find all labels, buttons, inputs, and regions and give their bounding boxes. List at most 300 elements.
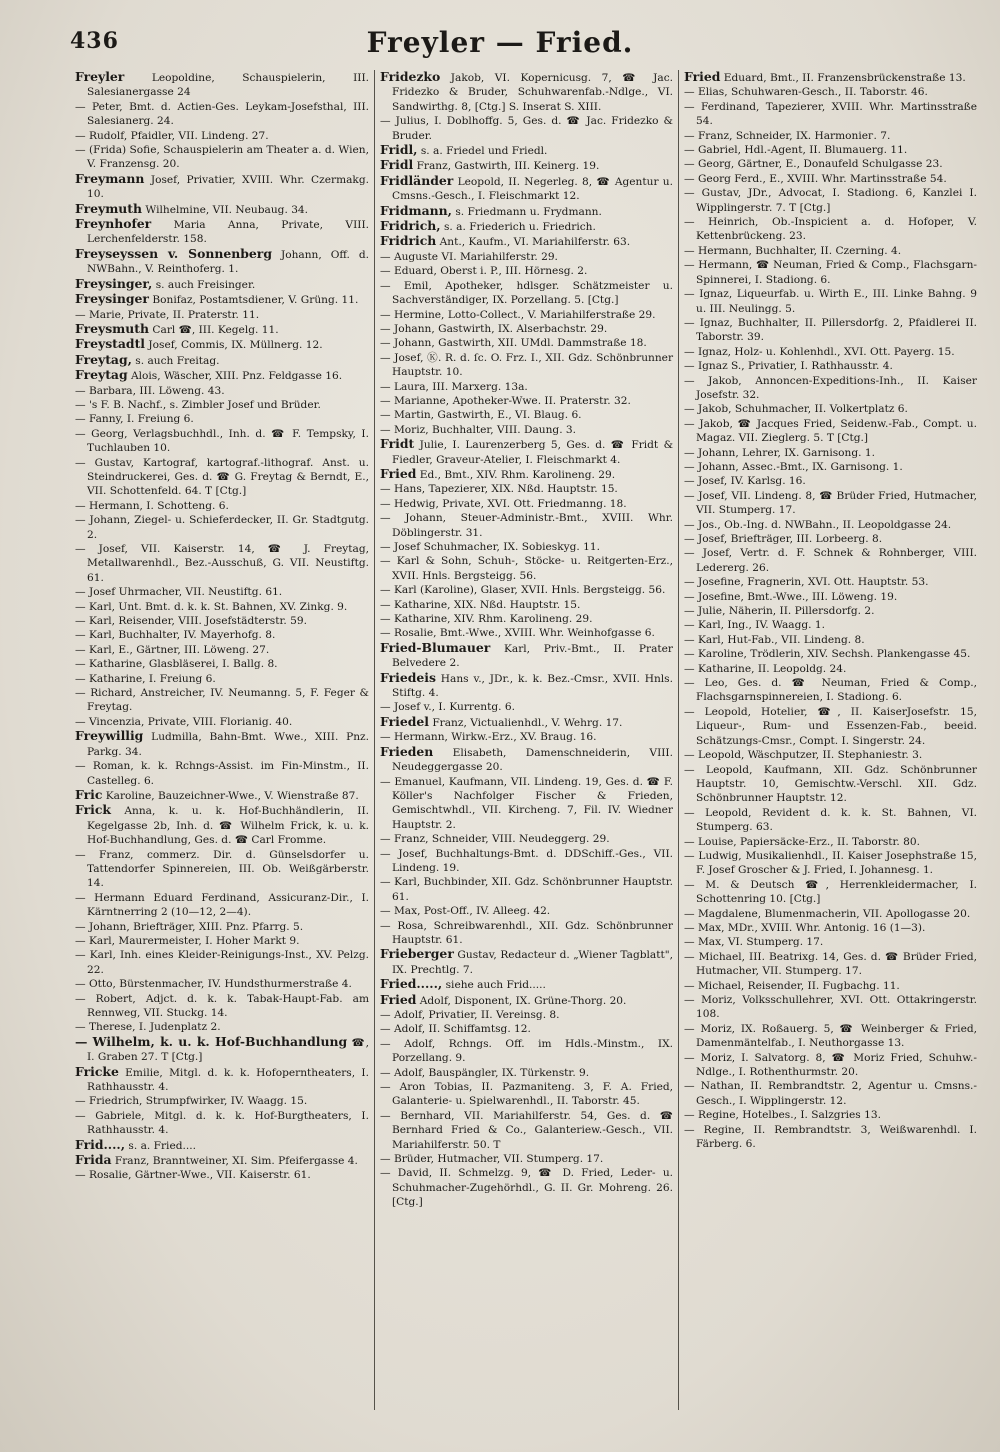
entry-text: I. Schotteng. 6.: [146, 499, 229, 512]
directory-entry: [75, 803, 369, 847]
entry-name: Fried.....,: [380, 976, 443, 992]
directory-entry: [684, 618, 977, 632]
directory-entry: [684, 172, 977, 186]
entry-text: I. Kurrentg. 6.: [438, 701, 515, 714]
directory-entry: [75, 759, 369, 788]
entry-text: Anstreicher, IV. Neumanng. 5, F. Feger & Freytag.: [87, 687, 369, 714]
entry-text: Assec.-Bmt., IX. Garnisong. 1.: [742, 460, 903, 473]
entry-text: Leopoldine, Schauspielerin, III. Salesianergasse 24: [87, 72, 369, 99]
directory-entry: [75, 992, 369, 1021]
directory-entry: [380, 511, 673, 540]
entry-name: — Julius,: [380, 115, 430, 128]
directory-entry: [684, 345, 977, 359]
entry-text: Rchngs. Off. im Hdls.-Minstm., IX. Porzellang. 9.: [392, 1037, 673, 1065]
entry-text: Reisender, VIII. Josefstädterstr. 59.: [118, 615, 307, 628]
directory-entry: [380, 234, 673, 249]
directory-entry: [684, 446, 977, 460]
entry-name: Fridl,: [380, 142, 418, 158]
entry-name: Freysmuth: [75, 320, 150, 336]
directory-entry: [684, 518, 977, 532]
entry-name: Freyseyssen v. Sonnenberg: [75, 245, 273, 261]
entry-name: — Josef,: [684, 547, 733, 560]
entry-name: — Michael,: [684, 979, 745, 992]
entry-name: — Franz,: [75, 848, 134, 861]
entry-name: — Josefine,: [684, 576, 744, 589]
directory-entry: [684, 417, 977, 446]
entry-text: JDr., Advocat, I. Stadiong. 6, Kanzlei I. Wipplingerstr. 7. T [Ctg.]: [696, 187, 977, 214]
directory-entry: [684, 474, 977, 488]
directory-entry: [75, 70, 369, 100]
directory-entry: [380, 497, 673, 511]
entry-text: Unt. Bmt. d. k. k. St. Bahnen, XV. Zinkg. 9.: [118, 600, 348, 613]
entry-text: Julie, I. Laurenzerberg 5, Ges. d. ☎ Fridt & Fiedler, Graveur-Atelier, I. Fleischmarkt 4.: [392, 439, 673, 466]
directory-entry: [75, 427, 369, 456]
entry-name: — Leo,: [684, 677, 728, 690]
entry-text: XIX. Nßd. Hauptstr. 15.: [453, 598, 581, 611]
entry-text: (Karoline), Glaser, XVII. Hnls. Bergsteigg. 56.: [420, 584, 666, 597]
directory-entry: [684, 676, 977, 705]
entry-name: Freynhofer: [75, 216, 152, 232]
entry-name: — Josef,: [684, 489, 728, 502]
entry-name: Freytag: [75, 367, 128, 383]
running-head: Freyler — Fried.: [366, 26, 634, 59]
entry-text: Fragnerin, XVI. Ott. Hauptstr. 53.: [747, 576, 929, 589]
directory-entry: [380, 583, 673, 597]
entry-name: — Karl,: [75, 934, 116, 947]
entry-text: Bonifaz, Postamtsdiener, V. Grüng. 11.: [152, 294, 359, 307]
entry-name: — Eduard,: [380, 265, 437, 278]
entry-name: Fricke: [75, 1063, 119, 1079]
directory-entry: [75, 1065, 369, 1095]
entry-name: — Martin,: [380, 409, 435, 422]
entry-text: Gärtner, E., Donaufeld Schulgasse 23.: [737, 158, 943, 171]
directory-entry: [684, 806, 977, 835]
entry-name: — Emil,: [380, 279, 432, 292]
entry-text: Lehrer, IX. Garnisong. 1.: [742, 446, 875, 459]
entry-text: Schneider, IX. Harmoniег. 7.: [735, 129, 891, 142]
entry-text: VI. Stumperg. 17.: [727, 936, 824, 949]
entry-name: — Hermann,: [684, 259, 753, 272]
entry-text: Bmt.-Wwe., XVIII. Whr. Weinhofgasse 6.: [439, 627, 655, 640]
directory-entry: [380, 775, 673, 833]
entry-name: — Magdalene,: [684, 907, 762, 920]
entry-name: — Ferdinand,: [684, 100, 760, 113]
entry-text: Ob.-Ing. d. NWBahn., II. Leopoldgasse 24.: [724, 518, 952, 531]
entry-name: Fried: [380, 991, 417, 1007]
entry-text: Blumenmacherin, VII. Apollogasse 20.: [764, 907, 971, 920]
directory-entry: [75, 920, 369, 934]
entry-name: — Johann,: [75, 920, 130, 933]
directory-entry: [380, 279, 673, 308]
entry-text: Hutmacher, VII. Stumperg. 17.: [437, 1153, 604, 1166]
directory-entry: [380, 1166, 673, 1209]
entry-text: Glasbläserei, I. Ballg. 8.: [148, 658, 278, 671]
directory-entry: [684, 993, 977, 1022]
entry-name: — Karl,: [75, 615, 116, 628]
entry-text: I. Salvatorg. 8, ☎ Moriz Fried, Schuhw.-Ndlge., I. Rothenthurmstr. 20.: [696, 1051, 977, 1079]
directory-entry: [75, 1094, 369, 1108]
directory-entry: [380, 904, 673, 918]
entry-name: — Ignaz,: [684, 288, 733, 301]
entry-text: ☎ Jacques Fried, Seidenw.-Fab., Compt. u. Magaz. VII. Zieglerg. 5. T [Ctg.]: [696, 417, 977, 445]
directory-entry: [684, 935, 977, 949]
directory-entry: [380, 715, 673, 730]
entry-text: II. Rembrandtstr. 2, Agentur u. Cmsns.-Gesch., I. Wipplingerstr. 12.: [696, 1080, 978, 1107]
directory-columns: [70, 70, 982, 1410]
directory-entry: [684, 1079, 977, 1108]
entry-text: Inh. eines Kleider-Reinigungs-Inst., XV. Pelzg. 22.: [87, 949, 370, 976]
directory-entry: [380, 174, 673, 204]
directory-entry: [684, 70, 977, 85]
directory-entry: [380, 832, 673, 846]
entry-text: Hotelier, ☎, II. KaiserJosefstr. 15, Liqueur-, Rum- und Essenzen-Fab., beeid. Schätzungs-Cmsr., Compt. I. Singerstr. 24.: [696, 705, 977, 747]
directory-entry: [380, 264, 673, 278]
entry-name: Friedel: [380, 713, 429, 729]
entry-name: — Louise,: [684, 835, 737, 848]
directory-entry: [684, 907, 977, 921]
entry-text: Trödlerin, XIV. Sechsh. Plankengasse 45.: [750, 648, 971, 661]
entry-text: Buchhalter, II. Czerning. 4.: [755, 244, 902, 257]
directory-entry: [380, 1152, 673, 1166]
entry-name: — Josef,: [684, 475, 728, 488]
entry-name: Freymuth: [75, 200, 143, 216]
directory-entry: [380, 467, 673, 482]
entry-text: Bürstenmacher, IV. Hundsthurmerstraße 4.: [119, 978, 352, 991]
entry-name: — Josefine,: [684, 590, 744, 603]
directory-entry: [684, 590, 977, 604]
entry-name: — Ignaz,: [684, 316, 733, 329]
entry-text: Briefträger, III. Lorbeerg. 8.: [730, 533, 883, 545]
entry-name: — Julie,: [684, 605, 726, 618]
entry-name: Frick: [75, 802, 111, 818]
entry-name: Freymann: [75, 170, 145, 186]
entry-text: Private, VIII. Florianig. 40.: [147, 715, 293, 728]
entry-text: Verlagsbuchhdl., Inh. d. ☎ F. Tempsky, I. Tuchlauben 10.: [87, 427, 369, 455]
entry-name: — Karl,: [75, 600, 116, 613]
entry-name: — Wilhelm, k. u. k. Hof-Buchhandlung: [75, 1033, 348, 1049]
entry-text: Schuhmacher, II. Volkertplatz 6.: [734, 403, 908, 416]
directory-entry: [75, 337, 369, 352]
entry-name: Fridmann,: [380, 202, 452, 218]
entry-name: — Richard,: [75, 687, 136, 700]
entry-name: — Nathan,: [684, 1080, 744, 1093]
directory-entry: [684, 374, 977, 403]
directory-entry: [684, 532, 977, 546]
entry-text: Gastwirth, E., VI. Blaug. 6.: [437, 409, 582, 422]
directory-entry: [684, 878, 977, 907]
directory-entry: [684, 950, 977, 979]
entry-name: Frieberger: [380, 946, 454, 962]
entry-name: — Karl,: [75, 629, 116, 642]
entry-text: Ludmilla, Bahn-Bmt. Wwe., XIII. Pnz. Parkg. 34.: [87, 731, 370, 758]
entry-name: Freywillig: [75, 728, 144, 744]
entry-name: — Michael,: [684, 950, 745, 963]
entry-text: IX. Roßauerg. 5, ☎ Weinberger & Fried, Damenmäntelfab., I. Neuthorgasse 13.: [696, 1022, 977, 1050]
directory-entry: [380, 947, 673, 977]
directory-entry: [380, 626, 673, 640]
entry-text: Tapezierer, XVIII. Whr. Martinsstraße 54.: [696, 100, 977, 128]
entry-text: Uhrmacher, VII. Neustiftg. 61.: [118, 586, 283, 599]
entry-name: — Hermann,: [380, 731, 448, 744]
directory-entry: [380, 612, 673, 626]
directory-entry: [684, 647, 977, 661]
directory-entry: [684, 186, 977, 215]
entry-text: Jakob, VI. Kopernicusg. 7, ☎ Jac. Fridezko & Bruder, Schuhwarenfab.-Ndlge., VI. Sandwirthg. 8, [Ctg.] S. Inserat S. XIII.: [392, 72, 673, 113]
entry-name: — Heinrich,: [684, 216, 759, 229]
entry-name: — Rudolf,: [75, 129, 128, 142]
entry-text: Näherin, II. Pillersdorfg. 2.: [728, 605, 875, 618]
directory-entry: [380, 977, 673, 992]
entry-name: Frid....,: [75, 1136, 126, 1152]
directory-entry: [75, 672, 369, 686]
directory-entry: [380, 993, 673, 1008]
entry-name: — Bernhard,: [380, 1109, 455, 1122]
directory-entry: [75, 217, 369, 247]
entry-text: Hdl.-Agent, II. Blumauerg. 11.: [744, 144, 908, 157]
directory-entry: [75, 322, 369, 337]
entry-text: Annoncen-Expeditions-Inh., II. Kaiser Josefstr. 32.: [696, 374, 977, 401]
directory-entry: [380, 700, 673, 714]
entry-text: Post-Off., IV. Alleeg. 42.: [423, 905, 551, 918]
entry-text: Hans v., JDr., k. k. Bez.-Cmsr., XVII. Hnls. Stiftg. 4.: [392, 672, 673, 700]
entry-text: s. auch Freitag.: [135, 354, 220, 367]
entry-name: — Aron Tobias,: [380, 1081, 473, 1094]
entry-text: II. Schiffamtsg. 12.: [428, 1023, 531, 1036]
entry-text: Kartograf, kartograf.-lithograf. Anst. u. Steindruckerei, Ges. d. ☎ G. Freytag & Berndt, E., VII. Schottenfeld. 64. T [Ctg.]: [87, 456, 369, 498]
entry-name: — Elias,: [684, 86, 728, 99]
directory-entry: [75, 398, 369, 412]
entry-text: Schuh-, Stöcke- u. Reitgerten-Erz., XVII. Hnls. Bergsteigg. 56.: [392, 555, 673, 582]
directory-entry: [684, 1051, 977, 1080]
entry-name: Freysinger,: [75, 275, 153, 291]
entry-text: Papiersäcke-Erz., II. Taborstr. 80.: [740, 835, 921, 848]
directory-entry: [380, 408, 673, 422]
entry-name: Fridl: [380, 157, 414, 173]
entry-text: Bmt. d. Actien-Ges. Leykam-Josefsthal, III. Salesianerg. 24.: [87, 100, 369, 128]
directory-entry: [380, 1008, 673, 1022]
directory-entry: [684, 1022, 977, 1051]
entry-name: — Rosalie,: [75, 1169, 132, 1182]
entry-text: Private, XVI. Ott. Friedmanng. 18.: [442, 497, 627, 510]
entry-name: Frida: [75, 1152, 112, 1168]
directory-entry: [380, 1022, 673, 1036]
directory-entry: [75, 1168, 369, 1182]
entry-text: Gustav, Redacteur d. „Wiener Tagblatt", IX. Prechtlg. 7.: [392, 949, 673, 976]
entry-text: Apotheker-Wwe. II. Praterstr. 32.: [452, 394, 631, 407]
entry-text: k. k. Rchngs-Assist. im Fin-Minstm., II. Castelleg. 6.: [87, 760, 369, 787]
entry-name: — Laura,: [380, 380, 429, 393]
entry-text: s. Zimbler Josef und Brüder.: [169, 398, 321, 411]
entry-text: Schuhwaren-Gesch., II. Taborstr. 46.: [730, 86, 928, 99]
entry-text: E., Gärtner, III. Löweng. 27.: [118, 643, 270, 656]
entry-text: Holz- u. Kohlenhdl., XVI. Ott. Payerg. 15.: [734, 345, 955, 358]
directory-entry: [380, 70, 673, 114]
entry-text: siehe auch Frid.....: [445, 979, 546, 992]
entry-text: s. Friedmann u. Frydmann.: [455, 205, 602, 218]
entry-name: — Max,: [684, 936, 725, 949]
entry-name: — Jos.,: [684, 518, 721, 531]
entry-name: — Johann,: [684, 446, 739, 459]
entry-text: Private, II. Praterstr. 11.: [127, 308, 260, 321]
entry-name: — Johann,: [380, 512, 447, 525]
directory-entry: [380, 114, 673, 143]
directory-entry: [75, 643, 369, 657]
directory-entry: [684, 1108, 977, 1122]
entry-text: Ⓚ. R. d. ſc. O. Frz. I., XII. Gdz. Schönbrunner Hauptstr. 10.: [392, 351, 674, 379]
directory-entry: [75, 277, 369, 292]
entry-text: Oberst i. P., III. Hörnesg. 2.: [440, 265, 588, 278]
entry-text: Strumpfwirker, IV. Waagg. 15.: [145, 1095, 308, 1108]
entry-text: Schneider, VIII. Neudeggerg. 29.: [431, 833, 610, 846]
entry-text: Mitgl. d. k. k. Hof-Burgtheaters, I. Rathhausstr. 4.: [87, 1109, 369, 1137]
entry-text: III. Beatrixg. 14, Ges. d. ☎ Brüder Fried, Hutmacher, VII. Stumperg. 17.: [696, 950, 977, 978]
directory-entry: [380, 671, 673, 701]
entry-name: — 's F. B. Nachf.,: [75, 398, 167, 411]
directory-entry: [380, 919, 673, 948]
entry-text: Musikalienhdl., II. Kaiser Josephstraße 15, F. Josef Groscher & J. Fried, I. Johannesg. 1.: [696, 849, 977, 877]
entry-text: Lotto-Collect., V. Mariahilferstraße 29.: [447, 308, 656, 321]
directory-entry: [684, 763, 977, 806]
entry-text: I. Freiung 6.: [126, 413, 194, 426]
entry-text: Apotheker, hdlsger. Schätzmeister u. Sachverständiger, IX. Porzellang. 5. [Ctg.]: [392, 279, 673, 307]
entry-name: Freysinger: [75, 291, 149, 307]
directory-entry: [380, 158, 673, 173]
entry-name: — Moriz,: [684, 1051, 736, 1064]
entry-name: — Roman,: [75, 760, 134, 773]
entry-name: — Emanuel,: [380, 775, 446, 788]
entry-text: VII. Kaiserstr. 14, ☎ J. Freytag, Metallwarenhdl., Bez.-Ausschuß, G. VII. Neustiftg. 61.: [87, 543, 369, 584]
directory-entry: [684, 157, 977, 171]
entry-name: — Ignaz S.,: [684, 360, 745, 373]
entry-text: Anna, k. u. k. Hof-Buchhändlerin, II. Kegelgasse 2b, Inh. d. ☎ Wilhelm Frick, k. u. k. Hof-Buchhandlung, Ges. d. ☎ Carl Fromme.: [87, 805, 369, 847]
entry-name: — Robert,: [75, 992, 136, 1005]
entry-text: Karoline, Bauzeichner-Wwe., V. Wienstraße 87.: [105, 789, 359, 802]
directory-entry: [684, 662, 977, 676]
directory-entry: [380, 250, 673, 264]
directory-entry: [75, 1153, 369, 1168]
directory-entry: [380, 745, 673, 775]
entry-name: — Josef: [75, 586, 116, 599]
directory-entry: [75, 412, 369, 426]
entry-text: commerz. Dir. d. Günselsdorfer u. Tattendorfer Spinnereien, III. Ob. Weißgärberstr. 14.: [87, 848, 369, 890]
entry-name: — Leopold,: [684, 806, 752, 819]
entry-name: — Jakob,: [684, 403, 732, 416]
entry-name: — Marie,: [75, 308, 125, 321]
entry-text: Privatier, II. Vereinsg. 8.: [428, 1009, 560, 1021]
directory-entry: [75, 715, 369, 729]
directory-entry: [684, 215, 977, 244]
entry-name: — Moriz,: [684, 1022, 736, 1035]
entry-text: Maurermeister, I. Hoher Markt 9.: [118, 934, 300, 947]
entry-name: — Max,: [380, 905, 421, 918]
entry-text: III. Marxerg. 13a.: [432, 380, 528, 393]
entry-text: E., XVIII. Whr. Martinsstraße 54.: [769, 172, 947, 185]
directory-entry: [75, 456, 369, 499]
directory-entry: [75, 657, 369, 671]
directory-entry: [75, 1035, 369, 1065]
entry-text: Ant., Kaufm., VI. Mariahilferstr. 63.: [439, 236, 631, 249]
directory-entry: [75, 729, 369, 759]
entry-name: — Leopold,: [684, 763, 753, 776]
entry-name: — Jakob,: [684, 374, 742, 387]
entry-name: — Josef v.,: [380, 701, 436, 714]
entry-text: Volksschullehrer, XVI. Ott. Ottakringerstr. 108.: [696, 994, 977, 1021]
directory-entry: [684, 129, 977, 143]
directory-entry: [75, 977, 369, 991]
entry-name: — Hermann: [75, 891, 145, 904]
directory-entry: [75, 948, 369, 977]
directory-entry: [684, 489, 977, 518]
directory-entry: [75, 934, 369, 948]
directory-entry: [684, 979, 977, 993]
entry-name: — Brüder,: [380, 1153, 434, 1166]
directory-entry: [380, 554, 673, 583]
directory-entry: [75, 172, 369, 202]
entry-text: Kaufmann, VII. Lindeng. 19, Ges. d. ☎ F. Köller's Nachfolger Fischer & Frieden, Gemischtwhdl., VII. Kircheng. 7, Fil. IV. Wiedner Hauptstr. 2.: [392, 775, 673, 831]
directory-entry: [380, 540, 673, 554]
entry-text: Steuer-Administr.-Bmt., XVIII. Whr. Döblingerstr. 31.: [392, 512, 673, 539]
entry-text: II. Pazmaniteng. 3, F. A. Fried, Galanterie- u. Spielwarenhdl., II. Taborstr. 45.: [392, 1081, 674, 1108]
entry-name: — Max,: [684, 921, 725, 934]
entry-text: Wirkw.-Erz., XV. Braug. 16.: [451, 731, 597, 744]
directory-entry: [684, 748, 977, 762]
directory-entry: [380, 394, 673, 408]
directory-entry: [684, 604, 977, 618]
entry-name: — Katharine,: [380, 598, 451, 611]
entry-text: Vertr. d. F. Schnek & Rohnberger, VIII. Ledererg. 26.: [696, 547, 977, 574]
directory-entry: [380, 308, 673, 322]
directory-entry: [684, 835, 977, 849]
entry-text: Gärtner-Wwe., VII. Kaiserstr. 61.: [134, 1169, 311, 1182]
entry-name: — Otto,: [75, 978, 116, 991]
entry-text: Ges. d. ☎ Neuman, Fried & Comp., Flachsgarnspinnereien, I. Stadiong. 6.: [696, 677, 978, 704]
entry-text: Adolf, Disponent, IX. Grüne-Thorg. 20.: [419, 994, 627, 1007]
entry-name: — Adolf,: [380, 1009, 426, 1021]
entry-name: Frieden: [380, 743, 434, 759]
entry-name: Fried: [684, 70, 721, 84]
entry-name: — Rosalie,: [380, 627, 437, 640]
entry-name: — Auguste: [380, 250, 439, 263]
entry-text: Ziegel- u. Schieferdecker, II. Gr. Stadtgutg. 2.: [87, 514, 369, 541]
entry-name: Freyler: [75, 70, 125, 84]
entry-name: Freytag,: [75, 351, 132, 367]
entry-name: — Regine,: [684, 1123, 745, 1136]
entry-name: — Leopold,: [684, 705, 751, 718]
entry-text: Kaufmann, XII. Gdz. Schönbrunner Hauptstr. 10, Gemischtw.-Verschl. XII. Gdz. Schönbrunner Hauptstr. 12.: [696, 763, 977, 805]
column-left: [70, 70, 374, 1410]
directory-entry: [684, 575, 977, 589]
directory-entry: [684, 100, 977, 129]
directory-entry: [75, 100, 369, 129]
directory-entry: [75, 247, 369, 277]
entry-name: — Georg,: [75, 427, 128, 440]
entry-name: Fried-Blumauer: [380, 639, 491, 655]
directory-entry: [684, 849, 977, 878]
entry-name: Freystadtl: [75, 336, 146, 352]
entry-name: — Johann,: [684, 460, 739, 473]
entry-name: — Leopold,: [684, 749, 745, 762]
entry-name: — Therese,: [75, 1021, 136, 1034]
directory-entry: [75, 1138, 369, 1153]
entry-text: Josef, Commis, IX. Müllnerg. 12.: [148, 339, 323, 352]
entry-name: — Moriz,: [380, 423, 429, 436]
entry-text: Carl ☎, III. Kegelg. 11.: [152, 323, 279, 336]
entry-text: Ed., Bmt., XIV. Rhm. Karolineng. 29.: [419, 468, 616, 481]
entry-name: — Georg,: [684, 158, 735, 171]
entry-text: Buchhalter, IV. Mayerhofg. 8.: [118, 629, 276, 642]
entry-text: MDr., XVIII. Whr. Antonig. 16 (1—3).: [727, 921, 926, 934]
directory-entry: [380, 322, 673, 336]
